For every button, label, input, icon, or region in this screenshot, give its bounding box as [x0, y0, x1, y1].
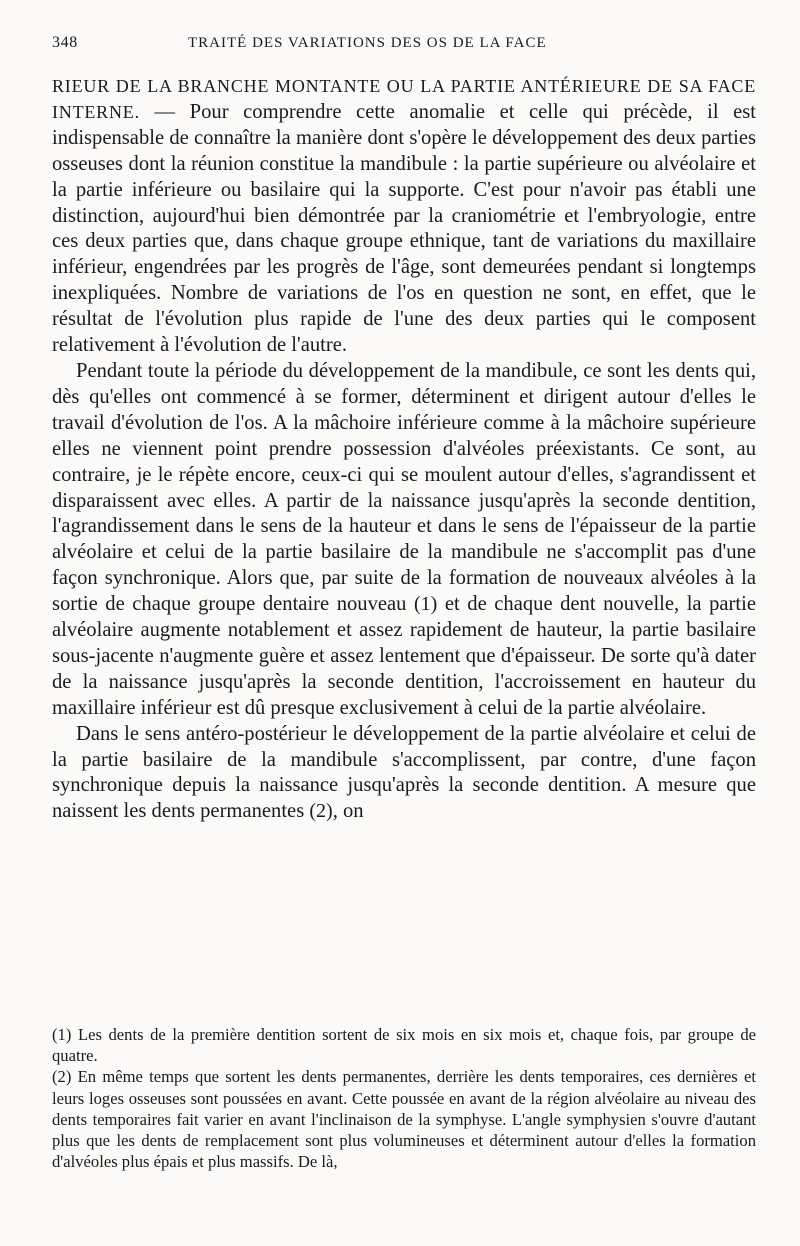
paragraph-3 [52, 722, 756, 826]
footnote-1-text: Les dents de la première dentition sortent de six mois en six mois et, chaque fois, par groupe de quatre. [52, 1025, 756, 1066]
paragraph-3-text-after: , on [332, 800, 364, 823]
paragraph-2 [52, 359, 756, 722]
paragraph-1 [52, 74, 756, 359]
section-heading-continued: RIEUR DE LA BRANCHE MONTANTE OU LA PARTIE ANTÉRIEURE DE SA FACE INTERNE. [52, 76, 756, 122]
page-number: 348 [52, 34, 78, 51]
footnote-ref-1: (1) [414, 593, 438, 616]
footnotes [52, 1024, 756, 1172]
footnote-2 [52, 1066, 756, 1172]
paragraph-2-text: Pendant toute la période du développement de la mandibule, ce sont les dents qui, dès qu'elles ont commencé à se former, déterminent et dirigent autour d'elles le travail d'évolution de l'os. A la mâchoire inférieure comme à la mâchoire supérieure elles ne viennent point prendre possession d'alvéoles préexistants. Ce sont, au contraire, je le répète encore, ceux-ci qui se moulent autour d'elles, s'agrandissent et disparaissent avec elles. A partir de la naissance jusqu'après la seconde dentition, l'agrandissement dans le sens de la hauteur et dans le sens de l'épaisseur de la partie alvéolaire et celui de la partie basilaire de la mandibule ne s'accomplit pas d'une façon synchronique. Alors que, par suite de la formation de nouveaux alvéoles à la sortie de chaque groupe dentaire nouveau [52, 359, 756, 616]
main-text [52, 74, 756, 825]
paragraph-2-text-after: et de chaque dent nouvelle, la partie alvéolaire augmente notablement et assez rapidement de hauteur, la partie basilaire sous-jacente n'augmente guère et assez lentement que d'épaisseur. De sorte qu'à dater de la naissance jusqu'après la seconde dentition, l'accroissement en hauteur du maxillaire inférieur est dû presque exclusivement à celui de la partie alvéolaire. [52, 593, 756, 719]
running-head [52, 34, 756, 62]
footnote-1-marker: (1) [52, 1025, 72, 1044]
footnote-2-marker: (2) [52, 1067, 72, 1087]
footnote-ref-2: (2) [309, 800, 333, 823]
book-page [52, 34, 756, 825]
footnote-1 [52, 1024, 756, 1066]
paragraph-3-text: Dans le sens antéro-postérieur le développement de la partie alvéolaire et celui de la partie basilaire de la mandibule s'accomplissent, par contre, d'une façon synchronique depuis la naissance jusqu'après la seconde dentition. A mesure que naissent les dents permanentes [52, 722, 756, 823]
running-title: TRAITÉ DES VARIATIONS DES OS DE LA FACE [188, 35, 547, 51]
footnote-2-text: En même temps que sortent les dents permanentes, derrière les dents temporaires, ces dernières et leurs loges osseuses sont poussées en avant. Cette poussée en avant de la région alvéolaire au niveau des dents temporaires fait varier en avant l'inclinaison de la symphyse. L'angle symphysien s'ouvre d'autant plus que les dents de remplacement sont plus volumineuses et déterminent autour d'elles la formation d'alvéoles plus épais et plus massifs. De là, [52, 1067, 756, 1172]
paragraph-1-text: — Pour comprendre cette anomalie et celle qui précède, il est indispensable de connaître la manière dont s'opère le développement des deux parties osseuses dont la réunion constitue la mandibule : la partie supérieure ou alvéolaire et la partie inférieure ou basilaire qui la supporte. C'est pour n'avoir pas établi une distinction, aujourd'hui bien démontrée par la craniométrie et l'embryologie, entre ces deux parties que, dans chaque groupe ethnique, tant de variations du maxillaire inférieur, engendrées par les progrès de l'âge, sont demeurées pendant si longtemps inexpliquées. Nombre de variations de l'os en question ne sont, en effet, que le résultat de l'évolution plus rapide de l'une des deux parties qui le composent relativement à l'évolution de l'autre. [52, 100, 756, 357]
